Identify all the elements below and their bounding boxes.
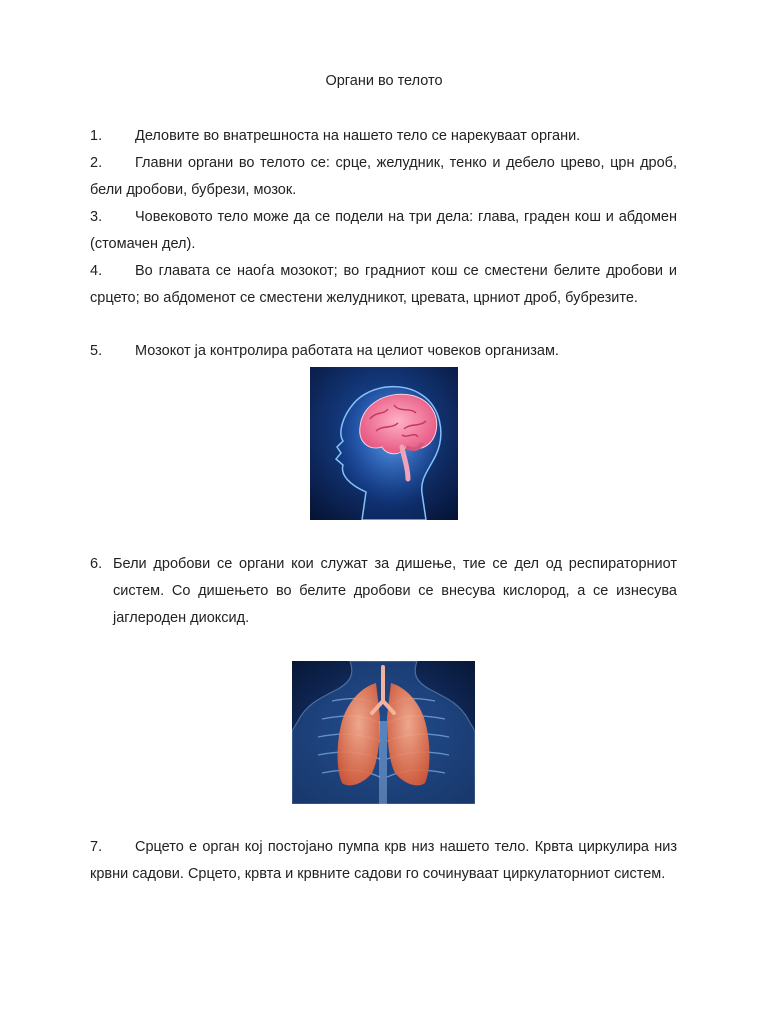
list-item-4 [90, 258, 677, 312]
item-text: Деловите во внатрешноста на нашето тело се нарекуваат органи. [135, 128, 581, 144]
item-text: Во главата се наоѓа мозокот; во градниот кош се сместени белите дробови и срцето; во абдоменот се сместени желудникот, цревата, црниот дроб, бубрезите. [90, 263, 677, 306]
item-number: 6. [90, 556, 103, 572]
brain-illustration [310, 367, 458, 520]
item-number: 2. [90, 155, 103, 171]
lungs-illustration [292, 661, 475, 804]
list-item-6 [90, 551, 677, 631]
item-text: Мозокот ја контролира работата на целиот човеков организам. [135, 343, 559, 359]
list-item-2 [90, 150, 677, 204]
item-number: 5. [90, 343, 103, 359]
item-text: Бели дробови се органи кои служат за дишење, тие се дел од респираторниот систем. Со дишењето во белите дробови се внесува кислород, а се изнесува јаглероден диоксид. [113, 556, 677, 626]
item-text: Срцето е орган кој постојано пумпа крв низ нашето тело. Крвта циркулира низ крвни садови. Срцето, крвта и крвните садови го сочинуваат циркулаторниот систем. [90, 839, 677, 882]
item-number: 1. [90, 128, 103, 144]
list-item-7 [90, 834, 677, 888]
lungs-icon [292, 661, 475, 804]
list-item-5 [90, 338, 677, 365]
item-text: Главни органи во телото се: срце, желудник, тенко и дебело црево, црн дроб, бели дробови, бубрези, мозок. [90, 155, 677, 198]
list-item-1 [90, 123, 677, 150]
page-title: Органи во телото [325, 73, 443, 89]
item-number: 7. [90, 839, 103, 855]
item-number: 3. [90, 209, 103, 225]
item-number: 4. [90, 263, 103, 279]
brain-icon [310, 367, 458, 520]
item-text: Човековото тело може да се подели на три дела: глава, граден кош и абдомен (стомачен дел). [90, 209, 677, 252]
list-item-3 [90, 204, 677, 258]
